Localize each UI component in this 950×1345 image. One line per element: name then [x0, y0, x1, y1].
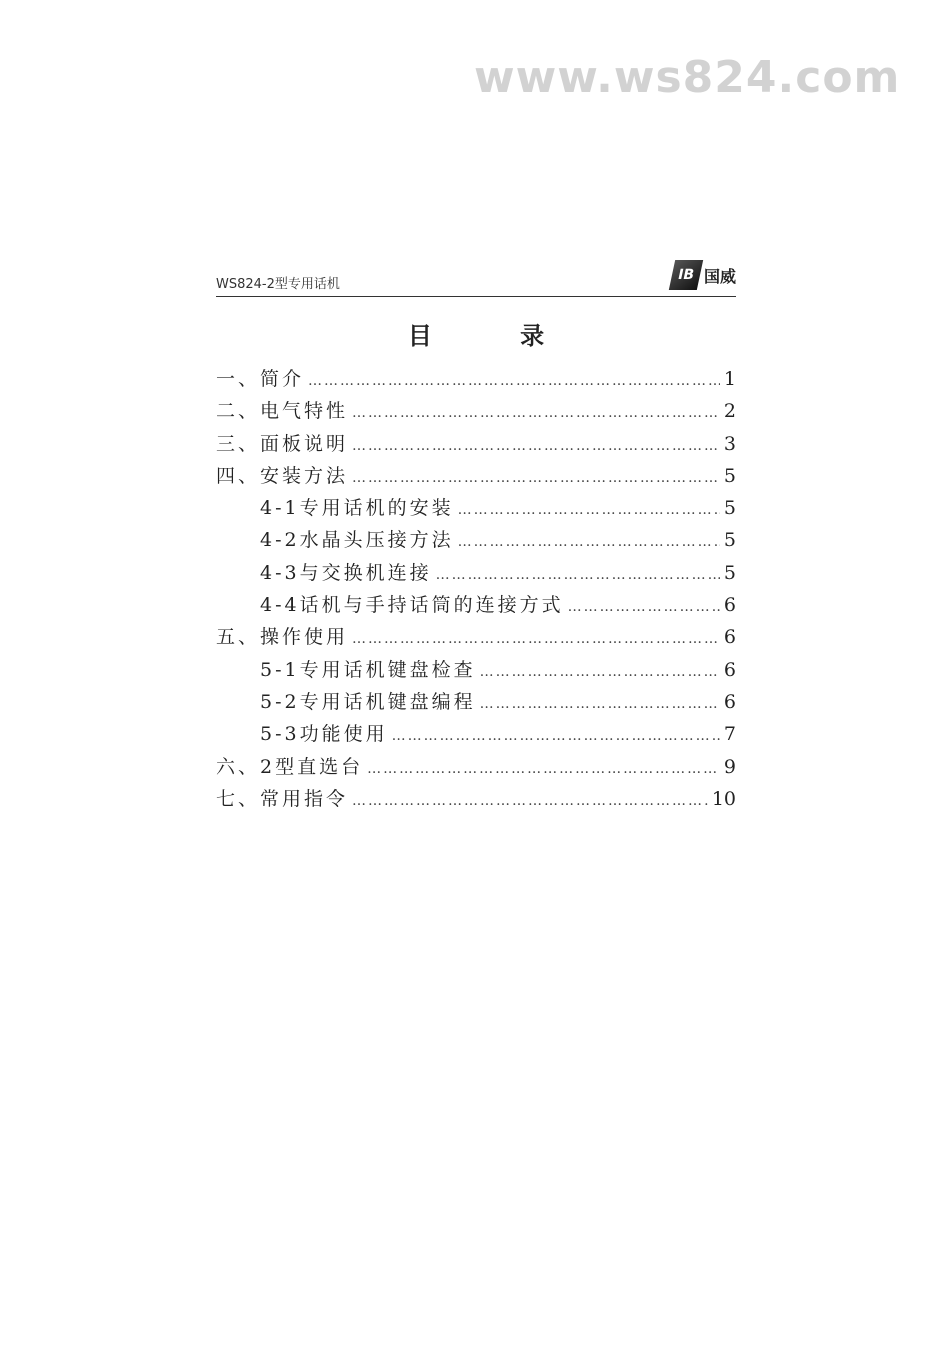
toc-leader-dots	[568, 599, 720, 615]
toc-entry-label: 4-4话机与手持话筒的连接方式	[260, 594, 564, 617]
toc-entry-label: 四、安装方法	[216, 464, 349, 487]
toc-entry[interactable]	[216, 364, 736, 396]
logo-text: 国威	[703, 266, 736, 286]
toc-title: 目 录	[407, 322, 585, 350]
header-title: WS824-2型专用话机	[216, 277, 340, 292]
toc-entry-label: 4-1专用话机的安装	[260, 497, 454, 520]
toc-entry-label: 二、电气特性	[216, 400, 349, 423]
toc-entry-label: 5-3功能使用	[260, 723, 388, 746]
toc-entry[interactable]	[216, 687, 736, 719]
toc-entry-page: 6	[723, 658, 736, 681]
toc-entry-page: 6	[723, 690, 736, 713]
toc-entry-label: 5-1专用话机键盘检查	[260, 658, 476, 681]
logo-mark-icon: IB	[669, 260, 703, 290]
toc-entry[interactable]	[216, 429, 736, 461]
toc-entry[interactable]	[216, 493, 736, 525]
toc-leader-dots	[458, 502, 720, 518]
toc-entry-page: 1	[723, 368, 736, 390]
toc-entry-label: 六、2型直选台	[216, 755, 364, 778]
toc-entry-label: 五、操作使用	[216, 626, 349, 649]
toc-entry[interactable]	[216, 590, 736, 622]
table-of-contents	[216, 364, 736, 816]
toc-entry-label: 七、常用指令	[216, 787, 349, 810]
toc-entry-label: 4-2水晶头压接方法	[260, 529, 454, 552]
toc-entry-page: 5	[723, 561, 736, 584]
toc-leader-dots	[392, 728, 720, 744]
toc-entry[interactable]	[216, 655, 736, 687]
watermark: www.ws824.com	[474, 52, 901, 103]
toc-entry-page: 5	[723, 497, 736, 520]
toc-leader-dots	[436, 567, 720, 583]
toc-entry-label: 三、面板说明	[216, 432, 349, 455]
toc-entry-page: 2	[723, 400, 736, 423]
toc-leader-dots	[352, 470, 720, 486]
toc-leader-dots	[352, 405, 720, 421]
toc-entry-page: 7	[723, 723, 736, 746]
toc-entry-page: 10	[711, 787, 736, 810]
toc-entry-label: 一、简介	[216, 368, 305, 390]
toc-leader-dots	[308, 373, 720, 389]
toc-entry[interactable]	[216, 461, 736, 493]
toc-entry[interactable]	[216, 784, 736, 816]
toc-leader-dots	[352, 631, 720, 647]
toc-entry-label: 4-3与交换机连接	[260, 561, 432, 584]
toc-leader-dots	[352, 793, 708, 809]
toc-entry[interactable]	[216, 525, 736, 557]
toc-entry[interactable]	[216, 752, 736, 784]
toc-leader-dots	[352, 438, 720, 454]
toc-leader-dots	[367, 761, 720, 777]
brand-logo	[672, 260, 736, 290]
toc-leader-dots	[458, 534, 720, 550]
toc-leader-dots	[480, 696, 720, 712]
toc-entry-page: 5	[723, 464, 736, 487]
page-header	[216, 256, 736, 297]
toc-entry-page: 3	[723, 432, 736, 455]
toc-entry[interactable]	[216, 396, 736, 428]
toc-entry-page: 5	[723, 529, 736, 552]
toc-entry-page: 6	[723, 626, 736, 649]
toc-entry[interactable]	[216, 558, 736, 590]
toc-leader-dots	[480, 664, 720, 680]
toc-entry-page: 9	[723, 755, 736, 778]
toc-entry[interactable]	[216, 622, 736, 654]
toc-entry-page: 6	[723, 594, 736, 617]
toc-entry[interactable]	[216, 719, 736, 751]
toc-entry-label: 5-2专用话机键盘编程	[260, 690, 476, 713]
